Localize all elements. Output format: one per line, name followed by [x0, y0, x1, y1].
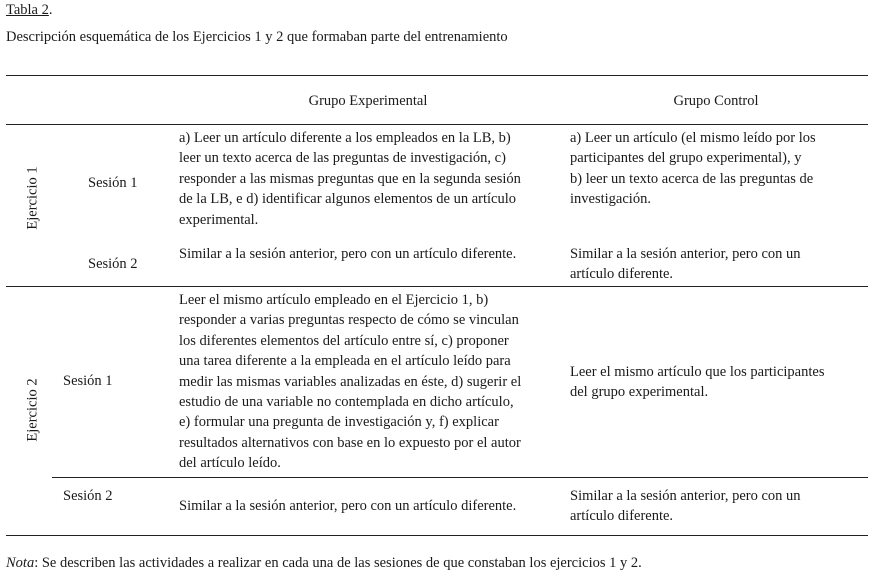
exercise-1-session-2-label: Sesión 2	[88, 256, 138, 272]
header-control: Grupo Control	[673, 93, 759, 109]
exercise-divider	[6, 286, 868, 287]
exercise-2-session-2-label: Sesión 2	[63, 488, 113, 504]
table-label	[6, 0, 53, 20]
exercise-2-session-1-control: Leer el mismo artículo que los participantes del grupo experimental.	[570, 364, 825, 401]
exercise-1-session-1-experimental: a) Leer un artículo diferente a los empleados en la LB, b) leer un texto acerca de las preguntas de investigación, c) responder a las mismas preguntas que en la segunda sesión de la LB, e d) identificar algunos elementos de un artículo experimental.	[179, 130, 521, 228]
table-label-suffix: .	[48, 2, 53, 18]
exercise-2-label: Ejercicio 2	[24, 378, 41, 442]
exercise-1-session-1-label: Sesión 1	[88, 175, 138, 191]
note-label: Nota	[6, 555, 35, 571]
bottom-rule	[6, 535, 868, 536]
exercise-1-label: Ejercicio 1	[24, 166, 41, 230]
table-label-text: Tabla 2	[6, 2, 49, 18]
table-caption: Descripción esquemática de los Ejercicios 1 y 2 que formaban parte del entrenamiento	[6, 29, 508, 45]
exercise-2-session-1-experimental: Leer el mismo artículo empleado en el Ejercicio 1, b) responder a varias preguntas respecto de cómo se vinculan los diferentes elementos del artículo entre sí, c) proponer una tarea diferente a la empleada en el artículo leído para medir las mismas variables analizadas en éste, d) sugerir el estudio de una variable no contemplada en dicho artículo, e) formular una pregunta de investigación y, f) explicar resultados alternativos con base en lo expuesto por el autor del artículo leído.	[179, 292, 522, 472]
exercise-1-session-2-experimental: Similar a la sesión anterior, pero con un artículo diferente.	[179, 246, 517, 262]
exercise-2-session-2-experimental: Similar a la sesión anterior, pero con un artículo diferente.	[179, 498, 517, 514]
header-rule	[6, 124, 868, 125]
exercise-2-session-1-label: Sesión 1	[63, 373, 113, 389]
header-experimental: Grupo Experimental	[308, 93, 428, 109]
exercise-1-session-2-control: Similar a la sesión anterior, pero con un artículo diferente.	[570, 246, 801, 283]
note-text: : Se describen las actividades a realizar en cada una de las sesiones de que constaban los ejercicios 1 y 2.	[34, 555, 642, 571]
exercise-2-session-2-control: Similar a la sesión anterior, pero con un artículo diferente.	[570, 488, 801, 525]
exercise-1-session-1-control: a) Leer un artículo (el mismo leído por los participantes del grupo experimental), y b) leer un texto acerca de las preguntas de investigación.	[570, 130, 816, 208]
top-rule	[6, 75, 868, 76]
table-note	[6, 553, 642, 573]
session-divider	[52, 477, 868, 478]
